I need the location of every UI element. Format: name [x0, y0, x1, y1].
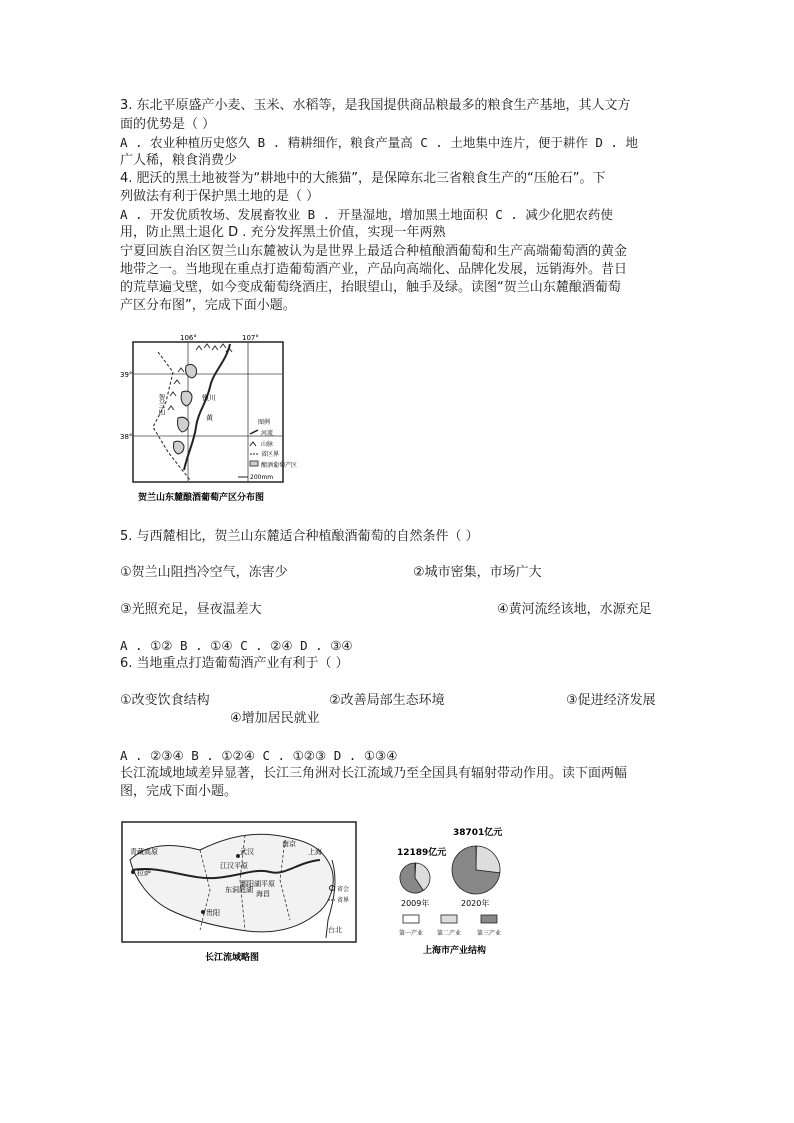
scale-label: 200mm: [250, 474, 274, 481]
passage1-line-1: 宁夏回族自治区贺兰山东麓被认为是世界上最适合种植酿酒葡萄和生产高端葡萄酒的黄金: [120, 244, 628, 259]
label-guiyang: 贵阳: [206, 909, 220, 917]
label-taibei: 台北: [328, 926, 342, 934]
q6-option-2: ②改善局部生态环境: [329, 693, 445, 708]
legend-secondary: 第二产业: [437, 930, 462, 937]
label-huang: 黄: [206, 414, 213, 422]
lat-label-39: 39°: [120, 371, 133, 379]
lasa-dot: [131, 870, 135, 874]
label-jianghan: 江汉平原: [220, 862, 248, 870]
legend-title: 图例: [258, 419, 271, 426]
q3-options-line-2: 广人稀，粮食消费少: [120, 153, 238, 168]
q5-option-3: ③光照充足，昼夜温差大: [120, 602, 262, 617]
label-nanjing: 南京: [282, 840, 296, 848]
q5-stem: 5. 与西麓相比，贺兰山东麓适合种植酿酒葡萄的自然条件（ ）: [120, 529, 479, 544]
label-dongting: 东洞庭湖: [225, 886, 253, 894]
label-shanghai: 上海: [308, 848, 322, 856]
q6-stem: 6. 当地重点打造葡萄酒产业有利于（ ）: [120, 656, 349, 671]
q5-option-1: ①贺兰山阻挡冷空气，冻害少: [120, 565, 288, 580]
q4-options-line-1: A . 开发优质牧场、发展畜牧业 B . 开垦湿地，增加黑土地面积 C . 减少化肥农药使: [120, 207, 613, 222]
pie-year-2020: 2020年: [461, 899, 490, 908]
passage2-line-2: 图，完成下面小题。: [120, 784, 238, 799]
q6-option-1: ①改变饮食结构: [120, 693, 210, 708]
label-poyang: 鄱阳湖平原: [240, 880, 275, 888]
lat-label-38: 38°: [120, 433, 133, 441]
lon-label-106: 106°: [180, 334, 197, 342]
label-qinghai: 青藏高原: [130, 848, 158, 856]
legend-tertiary: 第三产业: [477, 930, 502, 937]
map1-caption: 贺兰山东麓酿酒葡萄产区分布图: [138, 493, 265, 503]
legend-boundary-label: 省界: [337, 897, 350, 904]
q4-line-1: 4. 肥沃的黑土地被誉为“耕地中的大熊猫”，是保障东北三省粮食生产的“压舱石”。下: [120, 171, 606, 186]
legend-tertiary-swatch: [481, 915, 497, 923]
q5-answers: A . ①② B . ①④ C . ②④ D . ③④: [120, 638, 353, 653]
legend-primary: 第一产业: [399, 930, 424, 937]
label-yinchuan: 银川: [202, 394, 216, 402]
q5-option-4: ④黄河流经该地，水源充足: [497, 602, 652, 617]
legend-boundary-label: 省区界: [261, 451, 280, 458]
pie-slice-2020年-第二产业: [476, 846, 500, 873]
legend-secondary-swatch: [441, 915, 457, 923]
legend-area-label: 酿酒葡萄产区: [261, 462, 298, 469]
q6-answers: A . ②③④ B . ①②④ C . ①②③ D . ①③④: [120, 748, 398, 763]
q6-option-3: ③促进经济发展: [566, 693, 656, 708]
label-wuhan: 武汉: [240, 848, 254, 856]
pie-total-2020: 38701亿元: [453, 828, 503, 838]
legend-river-label: 河流: [261, 430, 274, 437]
legend-mountain-label: 山脉: [261, 441, 274, 448]
passage1-line-3: 的荒草遍戈壁，如今变成葡萄绕酒庄，抬眼望山，触手及绿。读图“贺兰山东麓酿酒葡萄: [120, 280, 621, 295]
q3-line-2: 面的优势是（ ）: [120, 117, 216, 132]
pie-year-2009: 2009年: [401, 899, 430, 908]
label-hainan: 海昌: [256, 890, 270, 898]
helan-wine-map: [118, 332, 300, 510]
shanghai-industry-chart: [385, 825, 525, 960]
label-lasa: 拉萨: [137, 869, 151, 877]
pie-total-2009: 12189亿元: [397, 848, 447, 858]
passage1-line-4: 产区分布图”，完成下面小题。: [120, 298, 296, 313]
lon-label-107: 107°: [242, 334, 259, 342]
q3-line-1: 3. 东北平原盛产小麦、玉米、水稻等，是我国提供商品粮最多的粮食生产基地，其人文方: [120, 98, 631, 113]
q3-options-line-1: A . 农业种植历史悠久 B . 精耕细作，粮食产量高 C . 土地集中连片，便于耕作 D . 地: [120, 135, 638, 150]
q6-option-4: ④增加居民就业: [230, 711, 320, 726]
label-helan: 贺兰山: [158, 394, 166, 415]
map2-caption: 长江流域略图: [205, 953, 260, 963]
q4-options-line-2: 用，防止黑土退化 D . 充分发挥黑土价值，实现一年两熟: [120, 225, 446, 240]
yangtze-basin-map: [120, 820, 360, 965]
passage2-line-1: 长江流域地域差异显著，长江三角洲对长江流域乃至全国具有辐射带动作用。读下面两幅: [120, 766, 628, 781]
legend-area-icon: [250, 461, 258, 466]
chart-title: 上海市产业结构: [423, 946, 487, 956]
q5-option-2: ②城市密集，市场广大: [413, 565, 542, 580]
legend-capital-label: 省会: [337, 886, 350, 893]
q4-line-2: 列做法有利于保护黑土地的是（ ）: [120, 189, 320, 204]
passage1-line-2: 地带之一。当地现在重点打造葡萄酒产业，产品向高端化、品牌化发展，远销海外。昔日: [120, 262, 628, 277]
legend-primary-swatch: [403, 915, 419, 923]
